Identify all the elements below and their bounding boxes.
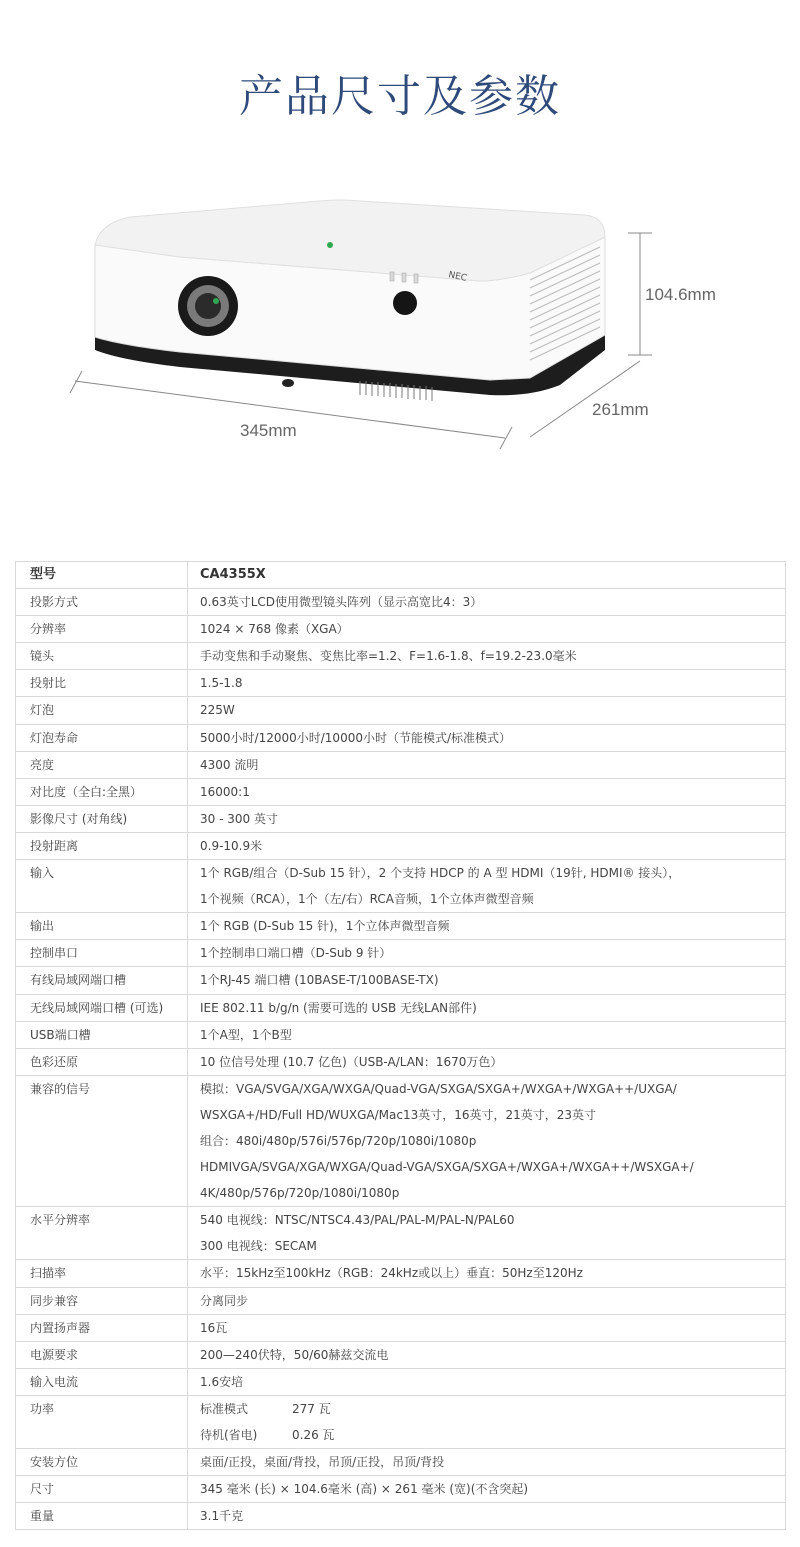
spec-row bbox=[16, 589, 786, 616]
spec-value bbox=[188, 1449, 786, 1476]
spec-label: 灯泡 bbox=[16, 697, 188, 724]
spec-table bbox=[15, 561, 786, 1530]
spec-value-line: 4K/480p/576p/720p/1080i/1080p bbox=[200, 1186, 400, 1201]
spec-label: 重量 bbox=[16, 1503, 188, 1530]
spec-value bbox=[188, 1021, 786, 1048]
product-dimension-figure bbox=[60, 185, 760, 465]
spec-value bbox=[188, 832, 786, 859]
spec-value-line: 1个RJ-45 端口槽 (10BASE-T/100BASE-TX) bbox=[200, 973, 439, 988]
spec-label: 对比度（全白:全黑） bbox=[16, 778, 188, 805]
spec-row bbox=[16, 643, 786, 670]
spec-label: 安装方位 bbox=[16, 1449, 188, 1476]
spec-value-line: 300 电视线：SECAM bbox=[200, 1239, 317, 1254]
spec-value-line: 组合：480i/480p/576i/576p/720p/1080i/1080p bbox=[200, 1133, 477, 1148]
spec-label: 内置扬声器 bbox=[16, 1314, 188, 1341]
spec-row bbox=[16, 1368, 786, 1395]
spec-label: 水平分辨率 bbox=[16, 1207, 188, 1260]
spec-row bbox=[16, 1287, 786, 1314]
spec-label: 电源要求 bbox=[16, 1341, 188, 1368]
spec-value-line: 水平：15kHz至100kHz（RGB：24kHz或以上）垂直：50Hz至120Hz bbox=[200, 1266, 583, 1281]
spec-label: 灯泡寿命 bbox=[16, 724, 188, 751]
spec-value-line: 16000:1 bbox=[200, 784, 250, 799]
spec-value-line: 1个 RGB/组合（D-Sub 15 针），2 个支持 HDCP 的 A 型 HDMI（19针, HDMI® 接头）， bbox=[200, 866, 681, 881]
spec-label: 投射距离 bbox=[16, 832, 188, 859]
spec-value bbox=[188, 913, 786, 940]
spec-row-power bbox=[16, 1395, 786, 1448]
spec-value-line: 30 - 300 英寸 bbox=[200, 811, 278, 826]
spec-value bbox=[188, 1341, 786, 1368]
spec-value-line: 5000小时/12000小时/10000小时（节能模式/标准模式） bbox=[200, 730, 512, 745]
spec-label: 输入电流 bbox=[16, 1368, 188, 1395]
power-led bbox=[327, 242, 333, 248]
spec-value-line: 0.9-10.9米 bbox=[200, 838, 263, 853]
spec-label: 色彩还原 bbox=[16, 1048, 188, 1075]
spec-row bbox=[16, 913, 786, 940]
projector-illustration bbox=[60, 185, 760, 465]
spec-value bbox=[188, 805, 786, 832]
spec-row bbox=[16, 751, 786, 778]
spec-value bbox=[188, 724, 786, 751]
spec-value bbox=[188, 616, 786, 643]
spec-value bbox=[188, 670, 786, 697]
spec-value-line: 345 毫米 (长) × 104.6毫米 (高) × 261 毫米 (宽)(不含突起) bbox=[200, 1482, 529, 1497]
spec-value-line: 分离同步 bbox=[200, 1293, 249, 1308]
spec-row bbox=[16, 1207, 786, 1260]
spec-row bbox=[16, 1449, 786, 1476]
spec-value bbox=[188, 1207, 786, 1260]
spec-label: 同步兼容 bbox=[16, 1287, 188, 1314]
spec-row bbox=[16, 1260, 786, 1287]
spec-value bbox=[188, 860, 786, 913]
spec-value-line: 540 电视线：NTSC/NTSC4.43/PAL/PAL-M/PAL-N/PAL60 bbox=[200, 1213, 515, 1228]
spec-row bbox=[16, 1021, 786, 1048]
spec-value-line: WSXGA+/HD/Full HD/WUXGA/Mac13英寸，16英寸，21英寸，23英寸 bbox=[200, 1107, 597, 1122]
spec-row bbox=[16, 1503, 786, 1530]
spec-value-line: IEE 802.11 b/g/n (需要可选的 USB 无线LAN部件) bbox=[200, 1000, 477, 1015]
power-mode-value: 0.26 瓦 bbox=[292, 1428, 335, 1442]
spec-value-line: 16瓦 bbox=[200, 1320, 228, 1335]
spec-value bbox=[188, 1503, 786, 1530]
spec-value-line: 1.5-1.8 bbox=[200, 676, 243, 691]
spec-row bbox=[16, 860, 786, 913]
power-mode-name: 标准模式 bbox=[200, 1401, 249, 1416]
spec-value-line: 0.63英寸LCD使用微型镜头阵列（显示高宽比4：3） bbox=[200, 595, 483, 610]
spec-label: 亮度 bbox=[16, 751, 188, 778]
spec-row bbox=[16, 940, 786, 967]
spec-row bbox=[16, 832, 786, 859]
spec-label: 投射比 bbox=[16, 670, 188, 697]
spec-value-line: 手动变焦和手动聚焦、变焦比率=1.2、F=1.6-1.8、f=19.2-23.0毫米 bbox=[200, 649, 577, 664]
power-mode-line bbox=[200, 1396, 773, 1422]
spec-value bbox=[188, 1075, 786, 1206]
spec-label: 影像尺寸 (对角线) bbox=[16, 805, 188, 832]
lens bbox=[178, 276, 238, 336]
spec-value bbox=[188, 1476, 786, 1503]
spec-value-line: 200—240伏特，50/60赫兹交流电 bbox=[200, 1347, 389, 1362]
spec-value bbox=[188, 1314, 786, 1341]
spec-value bbox=[188, 643, 786, 670]
power-mode-line bbox=[200, 1422, 773, 1448]
spec-row bbox=[16, 1048, 786, 1075]
spec-value-line: HDMIVGA/SVGA/XGA/WXGA/Quad-VGA/SXGA/SXGA+/WXGA+/WXGA++/WSXGA+/ bbox=[200, 1160, 694, 1175]
spec-label: 镜头 bbox=[16, 643, 188, 670]
depth-dimension-label: 261mm bbox=[592, 400, 649, 419]
spec-label: 输出 bbox=[16, 913, 188, 940]
spec-row bbox=[16, 670, 786, 697]
spec-value bbox=[188, 1395, 786, 1448]
height-dimension-label: 104.6mm bbox=[645, 285, 716, 304]
spec-row bbox=[16, 1476, 786, 1503]
spec-value-line: 10 位信号处理 (10.7 亿色)（USB-A/LAN：1670万色） bbox=[200, 1054, 503, 1069]
ir-receiver bbox=[393, 291, 417, 315]
spec-value-line: 1.6安培 bbox=[200, 1374, 244, 1389]
spec-header-value: CA4355X bbox=[188, 562, 786, 589]
spec-label: 输入 bbox=[16, 860, 188, 913]
spec-row bbox=[16, 778, 786, 805]
spec-row bbox=[16, 1314, 786, 1341]
spec-label: 投影方式 bbox=[16, 589, 188, 616]
spec-value bbox=[188, 589, 786, 616]
spec-label: 功率 bbox=[16, 1395, 188, 1448]
spec-row bbox=[16, 805, 786, 832]
spec-value-line: 1024 × 768 像素（XGA） bbox=[200, 622, 349, 637]
spec-row bbox=[16, 994, 786, 1021]
spec-value bbox=[188, 1287, 786, 1314]
spec-label: 分辨率 bbox=[16, 616, 188, 643]
spec-row bbox=[16, 616, 786, 643]
spec-value bbox=[188, 697, 786, 724]
spec-row bbox=[16, 1341, 786, 1368]
spec-value-line: 模拟：VGA/SVGA/XGA/WXGA/Quad-VGA/SXGA/SXGA+/WXGA+/WXGA++/UXGA/ bbox=[200, 1081, 677, 1096]
adjustable-foot bbox=[282, 379, 294, 387]
spec-value-line: 1个A型，1个B型 bbox=[200, 1027, 292, 1042]
spec-header-row bbox=[16, 562, 786, 589]
power-mode-name: 待机(省电) bbox=[200, 1428, 258, 1442]
spec-value bbox=[188, 1260, 786, 1287]
spec-label: 尺寸 bbox=[16, 1476, 188, 1503]
spec-value-line: 3.1千克 bbox=[200, 1509, 244, 1524]
spec-row bbox=[16, 1075, 786, 1206]
spec-value-line: 225W bbox=[200, 703, 235, 718]
spec-header-label: 型号 bbox=[16, 562, 188, 589]
spec-value-line: 桌面/正投，桌面/背投，吊顶/正投，吊顶/背投 bbox=[200, 1455, 445, 1470]
brand-logo: NEC bbox=[447, 270, 468, 284]
spec-row bbox=[16, 697, 786, 724]
spec-value-line: 1个 RGB (D-Sub 15 针)，1个立体声微型音频 bbox=[200, 919, 450, 934]
spec-value bbox=[188, 751, 786, 778]
spec-row bbox=[16, 724, 786, 751]
power-mode-value: 277 瓦 bbox=[292, 1401, 331, 1416]
spec-label: 无线局域网端口槽 (可选) bbox=[16, 994, 188, 1021]
spec-value bbox=[188, 1368, 786, 1395]
spec-label: 有线局域网端口槽 bbox=[16, 967, 188, 994]
spec-value-line: 1个控制串口端口槽（D-Sub 9 针） bbox=[200, 946, 392, 961]
spec-value bbox=[188, 1048, 786, 1075]
spec-label: 兼容的信号 bbox=[16, 1075, 188, 1206]
spec-value bbox=[188, 967, 786, 994]
spec-value bbox=[188, 994, 786, 1021]
spec-value-line: 1个视频（RCA），1个（左/右）RCA音频，1个立体声微型音频 bbox=[200, 892, 534, 907]
spec-label: USB端口槽 bbox=[16, 1021, 188, 1048]
spec-value bbox=[188, 778, 786, 805]
spec-row bbox=[16, 967, 786, 994]
spec-value-line: 4300 流明 bbox=[200, 757, 259, 772]
width-dimension-label: 345mm bbox=[240, 421, 297, 440]
spec-value bbox=[188, 940, 786, 967]
spec-label: 扫描率 bbox=[16, 1260, 188, 1287]
page-title: 产品尺寸及参数 bbox=[239, 71, 561, 122]
spec-label: 控制串口 bbox=[16, 940, 188, 967]
